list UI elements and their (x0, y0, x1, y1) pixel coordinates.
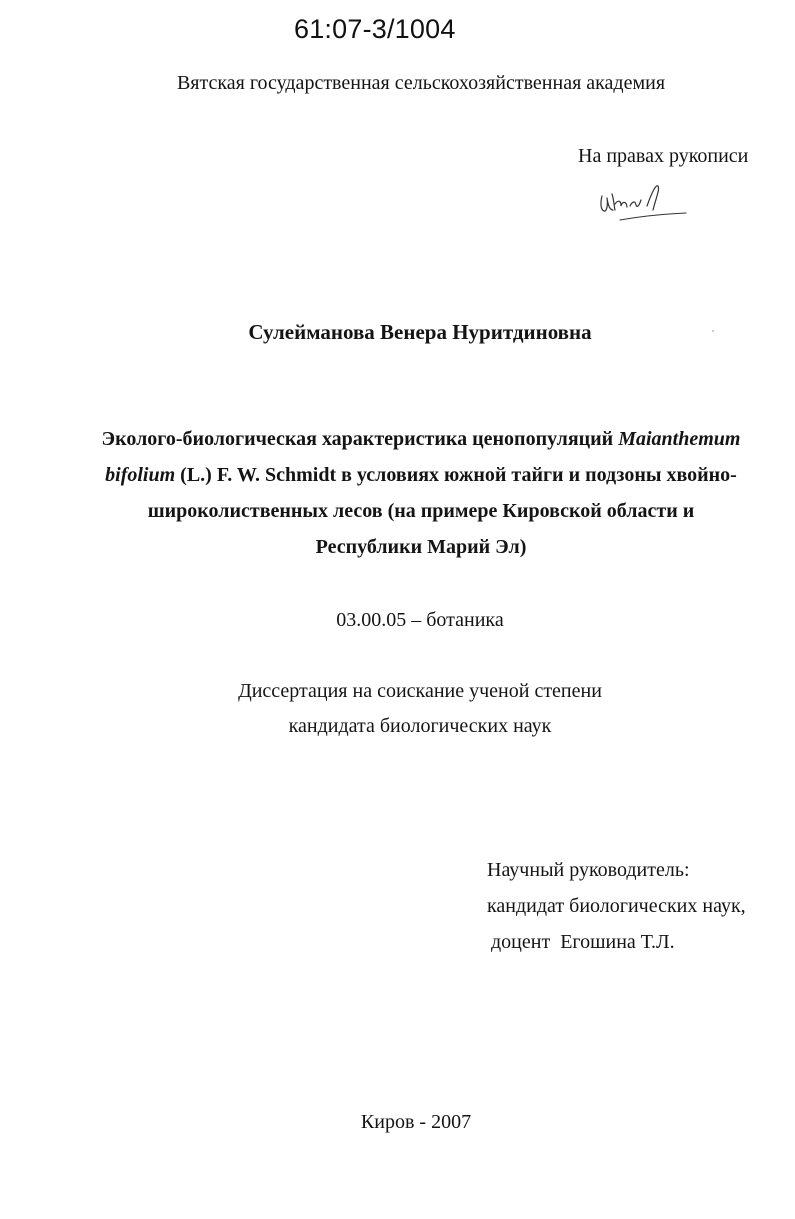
dissertation-title (96, 421, 746, 565)
manuscript-rights-note: На правах рукописи (578, 145, 749, 167)
advisor-degree: кандидат биологических наук, (487, 895, 746, 917)
advisor-name: доцент Егошина Т.Л. (491, 931, 675, 953)
advisor-label: Научный руководитель: (487, 859, 690, 881)
species-genus: Maianthemum (618, 428, 741, 450)
specialty-code: 03.00.05 – ботаника (336, 609, 504, 631)
scan-speck (712, 330, 714, 332)
title-part-2: (L.) F. W. Schmidt в условиях южной тайги и подзоны хвойно-широколиственных лесов (на примере Кировской области и Республики Марий Эл) (147, 464, 737, 558)
title-part-1: Эколого-биологическая характеристика ценопопуляций (101, 428, 619, 450)
catalog-stamp: 61:07-3/1004 (294, 14, 456, 44)
city-year: Киров - 2007 (360, 1111, 472, 1133)
handwritten-signature (592, 180, 692, 224)
species-epithet: bifolium (105, 464, 176, 486)
institution-name: Вятская государственная сельскохозяйственная академия (176, 72, 666, 94)
degree-line-1: Диссертация на соискание ученой степени (238, 680, 602, 702)
degree-line-2: кандидата биологических наук (288, 715, 552, 737)
author-name: Сулейманова Венера Нуритдиновна (248, 320, 592, 344)
